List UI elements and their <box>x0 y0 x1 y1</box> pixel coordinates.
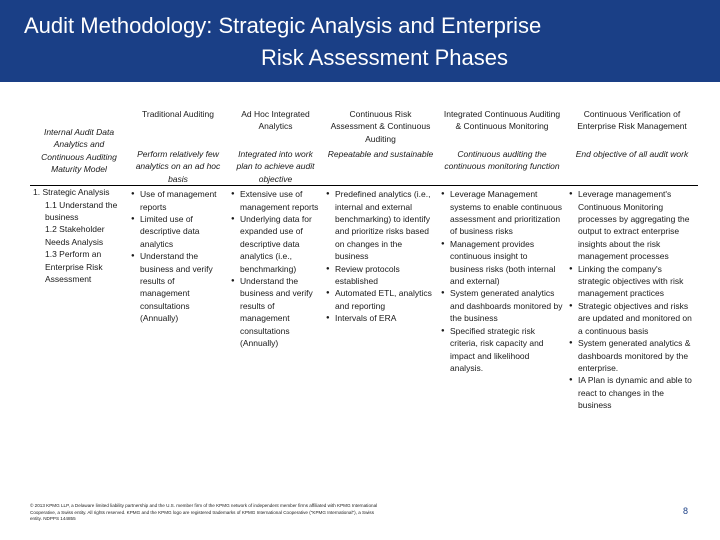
list-item: ● Use of management reports <box>131 188 225 213</box>
column-objective: Integrated into work plan to achieve audit objective <box>228 148 323 186</box>
phase-list <box>30 186 128 412</box>
content-row <box>30 186 698 412</box>
column-cell <box>566 186 698 412</box>
title-line-1: Audit Methodology: Strategic Analysis and Enterprise <box>24 13 542 38</box>
column-cell <box>323 186 438 412</box>
list-item: ● IA Plan is dynamic and able to react to changes in the business <box>569 374 695 411</box>
model-title: Internal Audit Data Analytics and Continuous Auditing Maturity Model <box>30 148 128 186</box>
column-header: Traditional Auditing <box>142 109 214 119</box>
list-item: ● Predefined analytics (i.e., internal and external benchmarking) to identify and prioritize risks based on changes in the business <box>326 188 435 262</box>
column-header: Continuous Risk Assessment & Continuous Auditing <box>330 109 431 144</box>
stage-header-row <box>30 108 698 148</box>
page-number: 8 <box>683 506 689 516</box>
title-banner <box>0 0 720 82</box>
list-item: ● Underlying data for expanded use of descriptive data analytics (i.e., benchmarking) <box>231 213 320 275</box>
column-header: Continuous Verification of Enterprise Risk Management <box>577 109 687 132</box>
maturity-model-table <box>30 108 698 412</box>
column-objective: Repeatable and sustainable <box>323 148 438 186</box>
list-item: ● Extensive use of management reports <box>231 188 320 213</box>
column-objective: Perform relatively few analytics on an ad hoc basis <box>128 148 228 186</box>
column-header: Integrated Continuous Auditing & Continuous Monitoring <box>443 109 561 132</box>
list-item: ● Intervals of ERA <box>326 312 435 324</box>
list-item: ● System generated analytics and dashboards monitored by the business <box>441 287 563 324</box>
list-item: ● Limited use of descriptive data analytics <box>131 213 225 250</box>
column-cell <box>128 186 228 412</box>
list-item: ● Specified strategic risk criteria, risk capacity and impact and likelihood analysis. <box>441 325 563 375</box>
list-item: ● Management provides continuous insight to business risks (both internal and external) <box>441 238 563 288</box>
page-title <box>24 10 704 74</box>
list-item: ● Understand the business and verify results of management consultations (Annually) <box>231 275 320 349</box>
list-item: ● Linking the company's strategic objectives with risk management practices <box>569 263 695 300</box>
column-cell <box>228 186 323 412</box>
list-item: ● Understand the business and verify results of management consultations (Annually) <box>131 250 225 324</box>
title-line-2: Risk Assessment Phases <box>261 45 508 70</box>
list-item: ● System generated analytics & dashboards monitored by the enterprise. <box>569 337 695 374</box>
copyright-footer: © 2013 KPMG LLP, a Delaware limited liability partnership and the U.S. member firm of the KPMG network of independent member firms affiliated with KPMG International Cooperative, a Swiss entity. All rights reserved. KPMG and the KPMG logo are registered trademarks of KPMG International Cooperative ("KPMG International"), a Swiss entity. NDPPS 144855 <box>30 503 378 522</box>
column-cell <box>438 186 566 412</box>
phase-step: 1.1 Understand the business <box>45 199 118 223</box>
phase-step: 1.2 Stakeholder Needs Analysis <box>45 224 105 247</box>
column-objective: End objective of all audit work <box>566 148 698 186</box>
list-item: ● Leverage management's Continuous Monitoring processes by aggregating the output to extract enterprise insights about the risk management processes <box>569 188 695 262</box>
list-item: ● Leverage Management systems to enable continuous assessment and prioritization of business risks <box>441 188 563 238</box>
list-item: ● Automated ETL, analytics and reporting <box>326 287 435 312</box>
phase-heading: 1. Strategic Analysis <box>33 187 110 198</box>
list-item: ● Review protocols established <box>326 263 435 288</box>
column-header: Ad Hoc Integrated Analytics <box>241 109 310 132</box>
phase-step: 1.3 Perform an Enterprise Risk Assessment <box>45 249 103 285</box>
column-objective: Continuous auditing the continuous monitoring function <box>438 148 566 186</box>
list-item: ● Strategic objectives and risks are updated and monitored on a continuous basis <box>569 300 695 337</box>
objective-row <box>30 148 698 186</box>
